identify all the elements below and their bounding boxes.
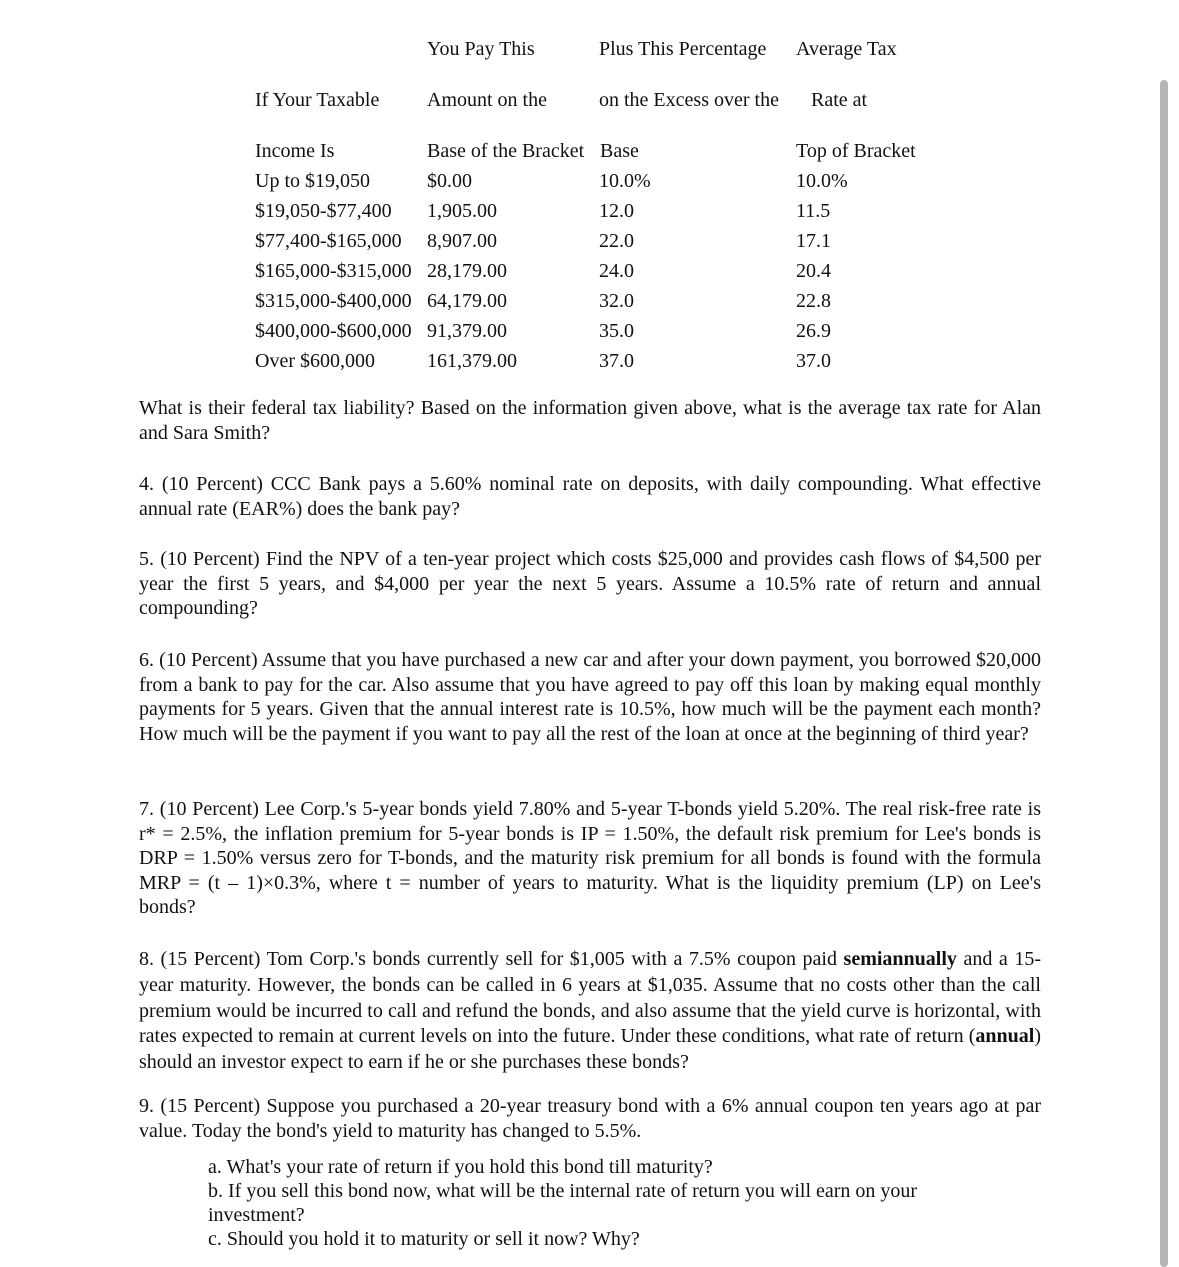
question-8-text-1: 8. (15 Percent) Tom Corp.'s bonds currently sell for $1,005 with a 7.5% coupon paid xyxy=(139,948,844,970)
percentage-cell: 12.0 xyxy=(599,200,634,222)
base-amount-cell: 64,179.00 xyxy=(427,290,507,312)
percentage-cell: 22.0 xyxy=(599,230,634,252)
base-amount-cell: 1,905.00 xyxy=(427,200,497,222)
header-top-of-bracket: Top of Bracket xyxy=(796,140,916,162)
header-rate-at: Rate at xyxy=(811,89,868,111)
header-plus-percentage: Plus This Percentage xyxy=(599,38,767,60)
avg-rate-cell: 17.1 xyxy=(796,230,831,252)
percentage-cell: 35.0 xyxy=(599,320,634,342)
percentage-cell: 10.0% xyxy=(599,170,651,192)
base-amount-cell: 161,379.00 xyxy=(427,350,517,372)
income-cell: $77,400-$165,000 xyxy=(255,230,402,252)
avg-rate-cell: 37.0 xyxy=(796,350,831,372)
income-cell: Up to $19,050 xyxy=(255,170,370,192)
avg-rate-cell: 10.0% xyxy=(796,170,848,192)
question-9-part-b: b. If you sell this bond now, what will be the internal rate of return you will earn on your investment? xyxy=(208,1180,918,1226)
header-average-tax: Average Tax xyxy=(796,38,897,60)
avg-rate-cell: 26.9 xyxy=(796,320,831,342)
question-8-bold-annual: annual xyxy=(975,1025,1035,1048)
vertical-scrollbar[interactable] xyxy=(1160,80,1168,1267)
question-5: 5. (10 Percent) Find the NPV of a ten-year project which costs $25,000 and provides cash flows of $4,500 per year the first 5 years, and $4,000 per year the next 5 years. Assume a 10.5% rate of return and annual compounding? xyxy=(139,548,1041,620)
question-9-part-a: a. What's your rate of return if you hold this bond till maturity? xyxy=(208,1156,713,1178)
income-cell: Over $600,000 xyxy=(255,350,375,372)
question-4: 4. (10 Percent) CCC Bank pays a 5.60% nominal rate on deposits, with daily compounding. What effective annual rate (EAR%) does the bank pay? xyxy=(139,473,1041,520)
percentage-cell: 37.0 xyxy=(599,350,634,372)
question-8 xyxy=(139,947,1041,1076)
question-8-text-3: ) should an investor expect to earn if he or she purchases these bonds? xyxy=(139,1025,1041,1074)
base-amount-cell: $0.00 xyxy=(427,170,472,192)
question-3-followup: What is their federal tax liability? Based on the information given above, what is the average tax rate for Alan and Sara Smith? xyxy=(139,397,1041,444)
header-amount-on-the: Amount on the xyxy=(427,89,547,111)
question-8-bold-semiannually: semiannually xyxy=(843,948,957,970)
header-you-pay-this: You Pay This xyxy=(427,38,535,60)
question-8-text-2: and a 15-year maturity. However, the bonds can be called in 6 years at $1,035. Assume that no costs other than the call premium would be incurred to call and refund the bonds, and also assume that the yield curve is horizontal, with rates expected to remain at current levels on into the future. Under these conditions, what rate of return ( xyxy=(139,948,1041,1048)
income-cell: $19,050-$77,400 xyxy=(255,200,392,222)
income-cell: $315,000-$400,000 xyxy=(255,290,412,312)
question-6: 6. (10 Percent) Assume that you have purchased a new car and after your down payment, you borrowed $20,000 from a bank to pay for the car. Also assume that you have agreed to pay off this loan by making equal monthly payments for 5 years. Given that the annual interest rate is 10.5%, how much will be the payment each month? How much will be the payment if you want to pay all the rest of the loan at once at the beginning of third year? xyxy=(139,649,1041,745)
question-9-subparts xyxy=(208,1155,998,1251)
header-income-is: Income Is xyxy=(255,140,335,162)
header-on-excess: on the Excess over the xyxy=(599,89,779,111)
avg-rate-cell: 20.4 xyxy=(796,260,831,282)
base-amount-cell: 28,179.00 xyxy=(427,260,507,282)
header-if-your-taxable: If Your Taxable xyxy=(255,89,380,111)
header-base: Base xyxy=(600,140,639,162)
percentage-cell: 32.0 xyxy=(599,290,634,312)
avg-rate-cell: 22.8 xyxy=(796,290,831,312)
avg-rate-cell: 11.5 xyxy=(796,200,831,222)
header-base-of-bracket: Base of the Bracket xyxy=(427,140,585,162)
percentage-cell: 24.0 xyxy=(599,260,634,282)
question-9: 9. (15 Percent) Suppose you purchased a 20-year treasury bond with a 6% annual coupon ten years ago at par value. Today the bond's yield to maturity has changed to 5.5%. xyxy=(139,1095,1041,1142)
question-9-part-c: c. Should you hold it to maturity or sell it now? Why? xyxy=(208,1228,640,1250)
income-cell: $400,000-$600,000 xyxy=(255,320,412,342)
base-amount-cell: 91,379.00 xyxy=(427,320,507,342)
question-7: 7. (10 Percent) Lee Corp.'s 5-year bonds yield 7.80% and 5-year T-bonds yield 5.20%. The real risk-free rate is r* = 2.5%, the inflation premium for 5-year bonds is IP = 1.50%, the default risk premium for Lee's bonds is DRP = 1.50% versus zero for T-bonds, and the maturity risk premium for all bonds is found with the formula MRP = (t – 1)×0.3%, where t = number of years to maturity. What is the liquidity premium (LP) on Lee's bonds? xyxy=(139,798,1041,919)
income-cell: $165,000-$315,000 xyxy=(255,260,412,282)
base-amount-cell: 8,907.00 xyxy=(427,230,497,252)
